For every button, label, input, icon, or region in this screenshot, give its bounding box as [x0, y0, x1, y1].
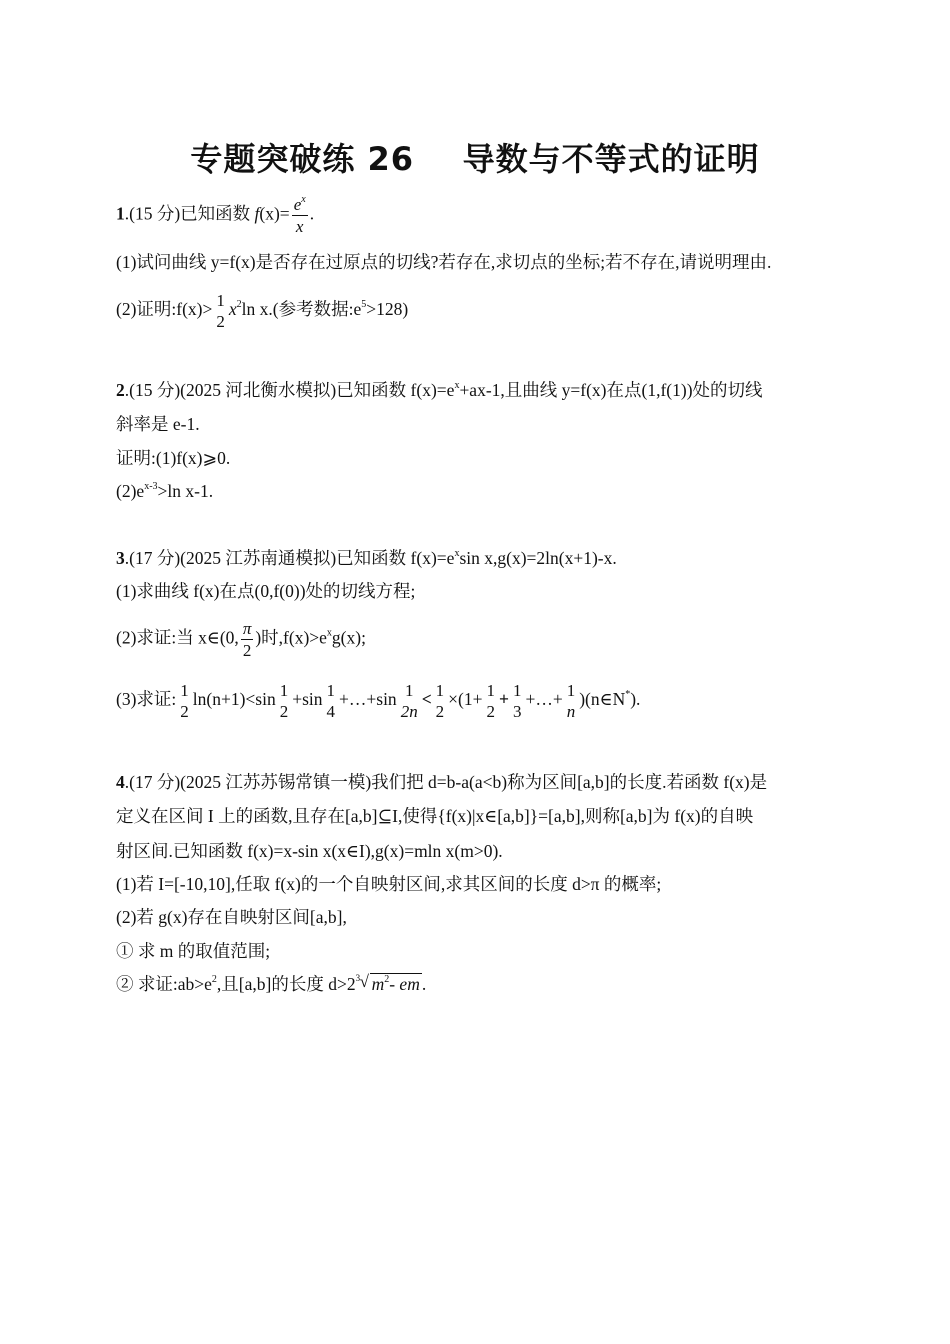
q2-line-2: 斜率是 e-1. [116, 414, 200, 434]
q3-frac-4: 1 2n [400, 681, 418, 721]
q2-number: 2 [116, 380, 125, 400]
q3-part-3: (3)求证: 1 2 ln(n+1)<sin 1 2 +sin 1 4 +…+sin 1 2n < 1 2 ×(1+ 1 2 + 1 3 +…+ 1 n )(n∈N*). [116, 681, 641, 721]
page-title: 专题突破练 26 导数与不等式的证明 [190, 140, 760, 178]
q3-frac-5: 1 2 [435, 681, 445, 721]
q3-frac-1: 1 2 [180, 681, 189, 721]
cube-root: 3 √ $m^2-$ em [355, 972, 420, 994]
q3-line-1: 3.(17 分)(2025 江苏南通模拟)已知函数 $f(x)=e^x\sin$ x,g(x)=2ln(x+1)-x. [116, 548, 617, 568]
q1-number: 1 [116, 203, 125, 224]
q1-part-2: (2)证明:f(x)> 1 2 $x^2\ln$ x.(参考数据$:e^5>128$) [116, 291, 409, 331]
q4-line-3: 射区间.已知函数 f(x)=x-sin x(x∈I),g(x)=mln x(m>0). [116, 841, 503, 861]
q4-line-2: 定义在区间 I 上的函数,且存在[a,b]⊆I,使得{f(x)|x∈[a,b]}=[a,b],则称[a,b]为 f(x)的自映 [116, 806, 754, 826]
q4-number: 4 [116, 772, 125, 792]
q2-line-4: $(2)e^{x-3}>\ln$ x-1. [116, 481, 214, 501]
q4-part-1: (1)若 I=[-10,10],任取 f(x)的一个自映射区间,求其区间的长度 d>π 的概率; [116, 874, 662, 894]
q4-line-1: 4.(17 分)(2025 江苏苏锡常镇一模)我们把 d=b-a(a<b)称为区间[a,b]的长度.若函数 f(x)是 [116, 772, 768, 792]
q4-part-2: (2)若 g(x)存在自映射区间[a,b], [116, 907, 347, 927]
q2-line-3: 证明:(1)f(x)⩾0. [116, 448, 231, 468]
q1-half-fraction: 1 2 [216, 291, 225, 331]
q1-line-1: 1.(15 分)已知函数 f(x)= $\frac{e^x}{x}$ . [116, 194, 315, 236]
q3-part-2: (2)求证:当 x∈(0, $\frac{\pi}{2}$ )时$,f(x)>e^xg(x)$; [116, 619, 366, 660]
q4-part-2-sub-1: ① 求 m 的取值范围; [116, 941, 271, 961]
q2-line-1: 2.(15 分)(2025 河北衡水模拟)已知函数 $f(x)=e^x+ax-1$,且曲线 y=f(x)在点(1,f(1))处的切线 [116, 380, 763, 400]
q3-frac-7: 1 3 [512, 681, 522, 721]
q3-frac-3: 1 4 [326, 681, 336, 721]
q3-number: 3 [116, 548, 125, 568]
q1-part-1: (1)试问曲线 y=f(x)是否存在过原点的切线?若存在,求切点的坐标;若不存在,请说明理由. [116, 252, 772, 272]
q3-part-1: (1)求曲线 f(x)在点(0,f(0))处的切线方程; [116, 581, 416, 601]
q3-frac-8: 1 n [566, 681, 576, 721]
q3-frac-2: 1 2 [279, 681, 289, 721]
q1-fraction: $\frac{e^x}{x}$ [293, 194, 306, 236]
q3-frac-6: 1 2 [486, 681, 495, 721]
q4-part-2-sub-2: ② 求证$:ab>e^2$,且[a,b]的长度 d>2 3 √ $m^2-$ em . [116, 972, 427, 994]
q3-pi-fraction: $\frac{\pi}{2}$ [242, 619, 252, 660]
